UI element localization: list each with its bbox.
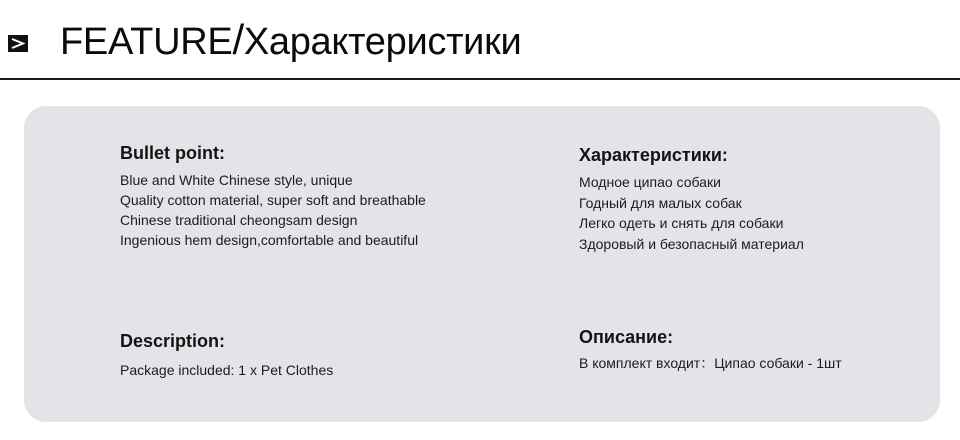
- bullet-points-heading: Bullet point:: [120, 143, 225, 163]
- description-ru-heading: Описание:: [579, 327, 674, 347]
- list-item: Chinese traditional cheongsam design: [120, 212, 358, 228]
- characteristics-ru-list: [579, 172, 804, 255]
- description-ru-text: В комплект входит：Ципао собаки - 1шт: [579, 355, 842, 371]
- feature-panel: [24, 106, 940, 422]
- title-ru: Характеристики: [243, 21, 522, 63]
- list-item: Годный для малых собак: [579, 194, 742, 211]
- title-separator: /: [232, 16, 244, 63]
- page-title: [60, 16, 521, 66]
- bullet-points-section: [120, 142, 426, 250]
- list-item: Здоровый и безопасный материал: [579, 236, 804, 253]
- characteristics-ru-section: [579, 144, 804, 255]
- bullet-points-list: [120, 170, 426, 250]
- description-section: [120, 330, 333, 380]
- title-en: FEATURE: [60, 21, 233, 63]
- list-item: Легко одеть и снять для собаки: [579, 215, 784, 232]
- page-header: [0, 0, 960, 80]
- list-item: Blue and White Chinese style, unique: [120, 172, 353, 188]
- description-ru-section: [579, 326, 842, 373]
- arrow-right-icon: [8, 35, 28, 52]
- characteristics-ru-heading: Характеристики:: [579, 145, 728, 165]
- list-item: Модное ципао собаки: [579, 174, 721, 190]
- description-heading: Description:: [120, 331, 226, 351]
- header-divider: [0, 78, 960, 80]
- list-item: Ingenious hem design,comfortable and beautiful: [120, 232, 419, 248]
- list-item: Quality cotton material, super soft and breathable: [120, 192, 426, 208]
- description-text: Package included: 1 x Pet Clothes: [120, 362, 334, 378]
